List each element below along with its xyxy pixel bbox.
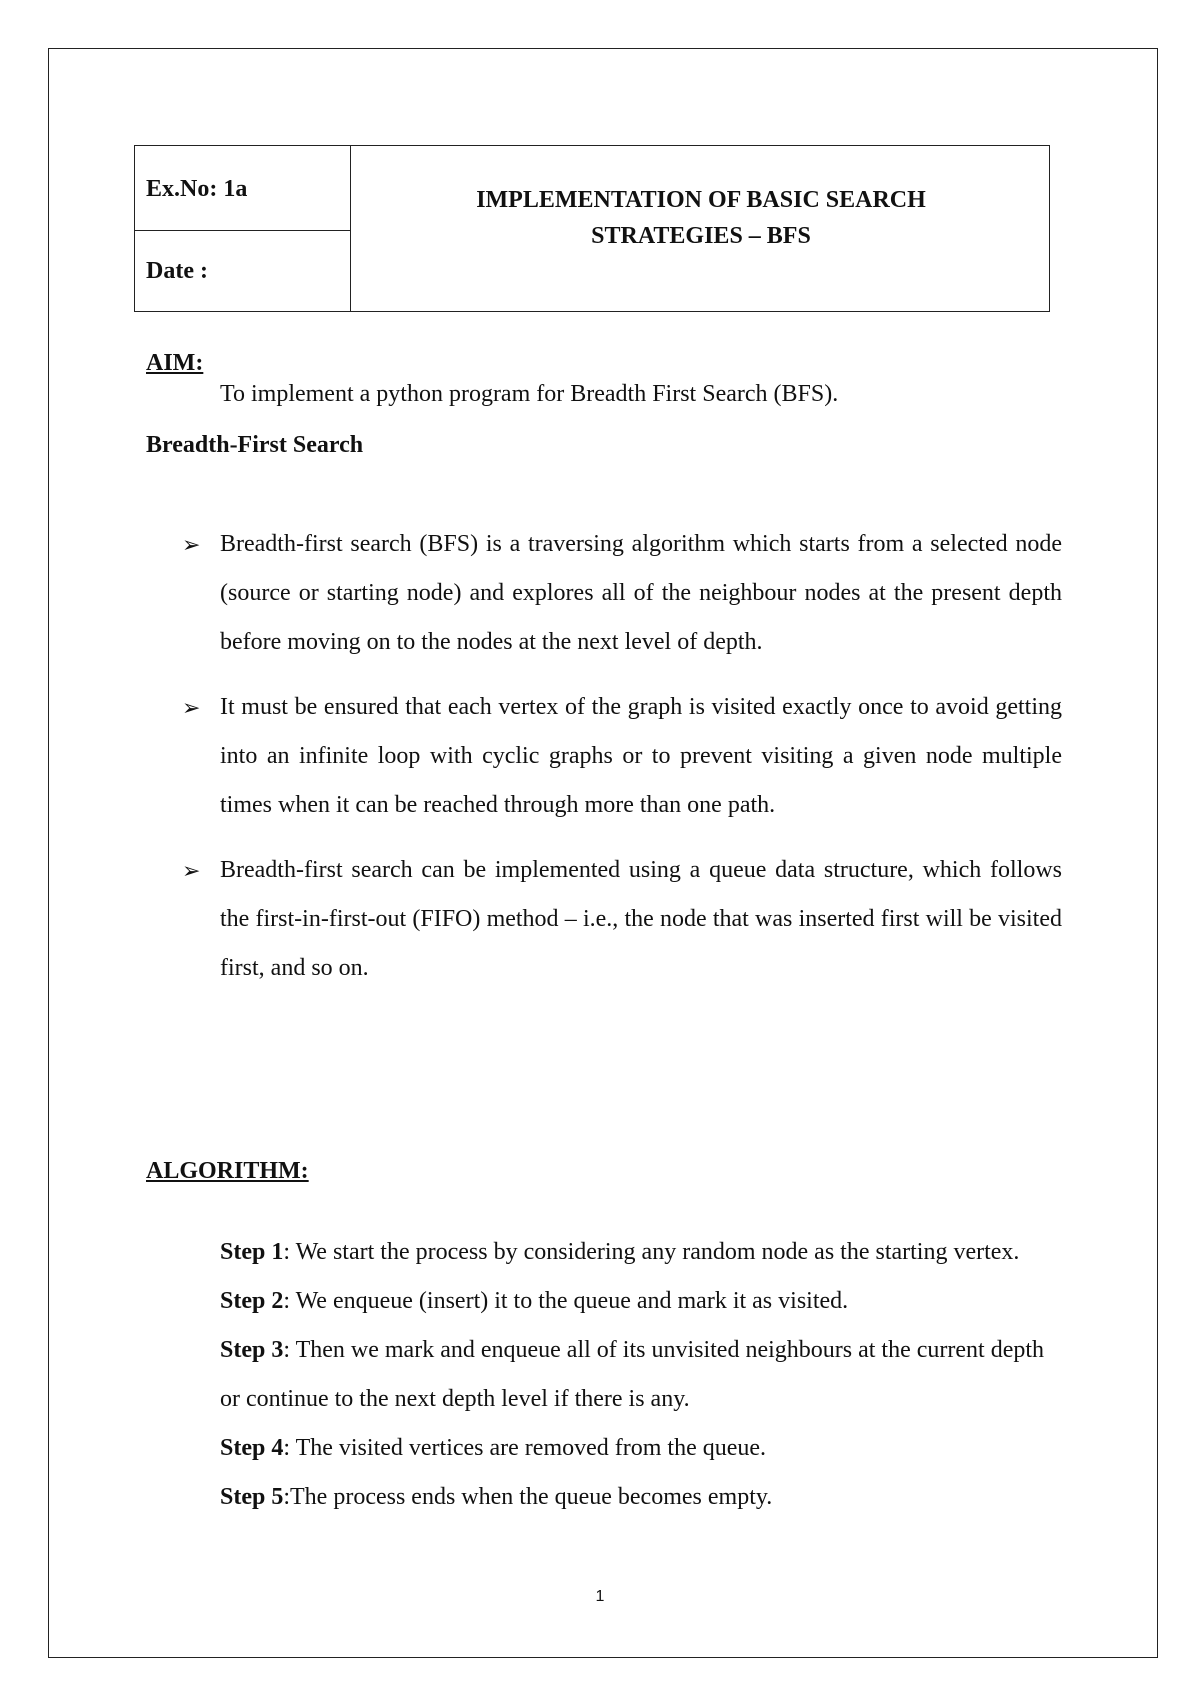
title-line-1: IMPLEMENTATION OF BASIC SEARCH <box>476 187 926 213</box>
algorithm-steps <box>220 1228 1050 1522</box>
step-text: : We start the process by considering any random node as the starting vertex. <box>283 1239 1020 1265</box>
aim-heading: AIM: <box>146 350 204 376</box>
step-text: : We enqueue (insert) it to the queue and mark it as visited. <box>283 1288 849 1314</box>
exercise-number: Ex.No: 1a <box>146 176 248 202</box>
arrow-bullet-icon: ➢ <box>182 532 201 557</box>
header-left-cell <box>135 146 351 311</box>
header-table <box>134 145 1050 312</box>
bullet-text: Breadth-first search can be implemented using a queue data structure, which follows the first-in-first-out (FIFO) method – i.e., the node that was inserted first will be visited first, and so on. <box>220 857 1062 981</box>
step-label: Step 5 <box>220 1484 284 1510</box>
step-text: : Then we mark and enqueue all of its unvisited neighbours at the current depth or continue to the next depth level if there is any. <box>220 1337 1045 1412</box>
bullet-item <box>180 683 1062 830</box>
algorithm-step <box>220 1326 1050 1424</box>
page-number: 1 <box>595 1588 605 1605</box>
title-line-2: STRATEGIES – BFS <box>591 223 811 249</box>
bullet-text: It must be ensured that each vertex of the graph is visited exactly once to avoid getting into an infinite loop with cyclic graphs or to prevent visiting a given node multiple times when it can be reached through more than one path. <box>220 694 1062 818</box>
date-label: Date : <box>146 258 208 284</box>
algorithm-step <box>220 1473 1050 1522</box>
algorithm-step <box>220 1277 1050 1326</box>
step-label: Step 1 <box>220 1239 284 1265</box>
bfs-heading: Breadth-First Search <box>146 432 364 458</box>
step-label: Step 3 <box>220 1337 284 1363</box>
algorithm-step <box>220 1424 1050 1473</box>
bullet-item <box>180 520 1062 667</box>
document-title <box>351 182 1051 254</box>
arrow-bullet-icon: ➢ <box>182 858 201 883</box>
step-text: :The process ends when the queue becomes empty. <box>283 1484 773 1510</box>
bullet-text: Breadth-first search (BFS) is a traversing algorithm which starts from a selected node (source or starting node) and explores all of the neighbour nodes at the present depth before moving on to the nodes at the next level of depth. <box>220 531 1062 655</box>
algorithm-heading: ALGORITHM: <box>146 1158 309 1184</box>
header-divider <box>135 230 351 231</box>
bfs-bullet-list <box>180 520 1062 1009</box>
algorithm-step <box>220 1228 1050 1277</box>
aim-text: To implement a python program for Breadth First Search (BFS). <box>220 381 839 407</box>
arrow-bullet-icon: ➢ <box>182 695 201 720</box>
step-label: Step 4 <box>220 1435 284 1461</box>
step-label: Step 2 <box>220 1288 284 1314</box>
bullet-item <box>180 846 1062 993</box>
step-text: : The visited vertices are removed from the queue. <box>283 1435 767 1461</box>
